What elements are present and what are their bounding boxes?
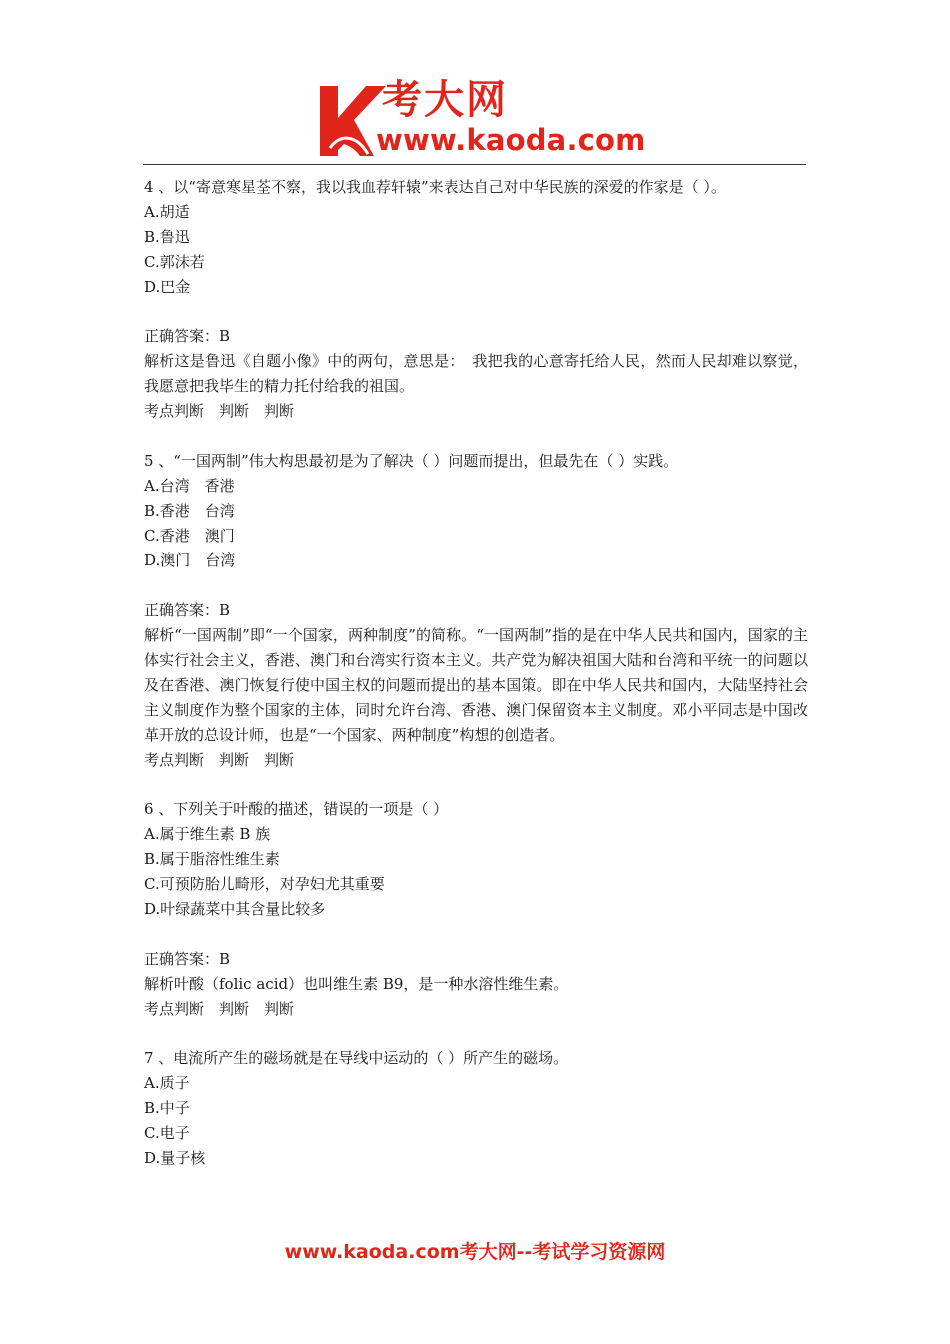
analysis-text: 解析“一国两制”即“一个国家，两种制度”的简称。“一国两制”指的是在中华人民共和国内，国家的主体实行社会主义，香港、澳门和台湾实行资本主义。共产党为解决祖国大陆和台湾和平统一的问题以及在香港、澳门恢复行使中国主权的问题而提出的基本国策。即在中华人民共和国内，大陆坚持社会主义制度作为整个国家的主体，同时允许台湾、香港、澳门保留资本主义制度。邓小平同志是中国改革开放的总设计师，也是“一个国家、两种制度”构想的创造者。 xyxy=(144,626,808,744)
spacer xyxy=(144,299,808,324)
option-c: C.郭沫若 xyxy=(144,252,205,271)
option-a: A.胡适 xyxy=(144,202,190,221)
question-item xyxy=(144,175,808,449)
analysis-text: 解析这是鲁迅《自题小像》中的两句，意思是： 我把我的心意寄托给人民，然而人民却难以察觉，我愿意把我毕生的精力托付给我的祖国。 xyxy=(144,352,808,396)
question-item xyxy=(144,797,808,1046)
option-a: A.台湾 香港 xyxy=(144,476,235,495)
question-text: 5 、“一国两制”伟大构思最初是为了解决（ ）问题而提出，但最先在（ ）实践。 xyxy=(144,451,679,470)
question-item xyxy=(144,1046,808,1170)
option-d: D.量子核 xyxy=(144,1148,206,1167)
option-b: B.中子 xyxy=(144,1099,190,1118)
kaodian-text: 考点判断 判断 判断 xyxy=(144,999,295,1018)
kaodian-text: 考点判断 判断 判断 xyxy=(144,750,295,769)
option-c: C.电子 xyxy=(144,1123,190,1142)
logo-url: www.kaoda.com xyxy=(376,123,646,157)
page-header xyxy=(0,0,950,166)
question-text: 4 、以“寄意寒星荃不察，我以我血荐轩辕”来表达自己对中华民族的深爱的作家是（ ）。 xyxy=(144,178,726,196)
analysis-text: 解析叶酸（folic acid）也叫维生素 B9，是一种水溶性维生素。 xyxy=(144,974,569,993)
spacer xyxy=(144,772,808,797)
spacer xyxy=(144,1021,808,1046)
question-list xyxy=(144,175,808,1171)
spacer xyxy=(144,573,808,598)
header-divider xyxy=(143,164,806,165)
option-b: B.香港 台湾 xyxy=(144,501,235,520)
correct-answer: 正确答案：B xyxy=(144,949,231,968)
correct-answer: 正确答案：B xyxy=(144,327,231,346)
kaoda-logo[interactable] xyxy=(316,78,646,160)
option-c: C.可预防胎儿畸形，对孕妇尤其重要 xyxy=(144,875,385,894)
option-d: D.叶绿蔬菜中其含量比较多 xyxy=(144,899,326,918)
option-b: B.鲁迅 xyxy=(144,227,190,246)
option-d: D.澳门 台湾 xyxy=(144,551,236,570)
logo-chinese-name: 考大网 xyxy=(382,77,508,123)
correct-answer: 正确答案：B xyxy=(144,601,231,620)
option-a: A.质子 xyxy=(144,1074,190,1093)
question-text: 6 、下列关于叶酸的描述，错误的一项是（ ） xyxy=(144,800,449,819)
option-a: A.属于维生素 B 族 xyxy=(144,825,271,844)
option-b: B.属于脂溶性维生素 xyxy=(144,850,280,869)
spacer xyxy=(144,922,808,947)
question-text: 7 、电流所产生的磁场就是在导线中运动的（ ）所产生的磁场。 xyxy=(144,1049,569,1068)
option-d: D.巴金 xyxy=(144,277,191,296)
spacer xyxy=(144,424,808,449)
question-item xyxy=(144,449,808,798)
page-footer[interactable]: www.kaoda.com考大网--考试学习资源网 xyxy=(284,1241,666,1263)
option-c: C.香港 澳门 xyxy=(144,526,235,545)
kaodian-text: 考点判断 判断 判断 xyxy=(144,402,295,421)
